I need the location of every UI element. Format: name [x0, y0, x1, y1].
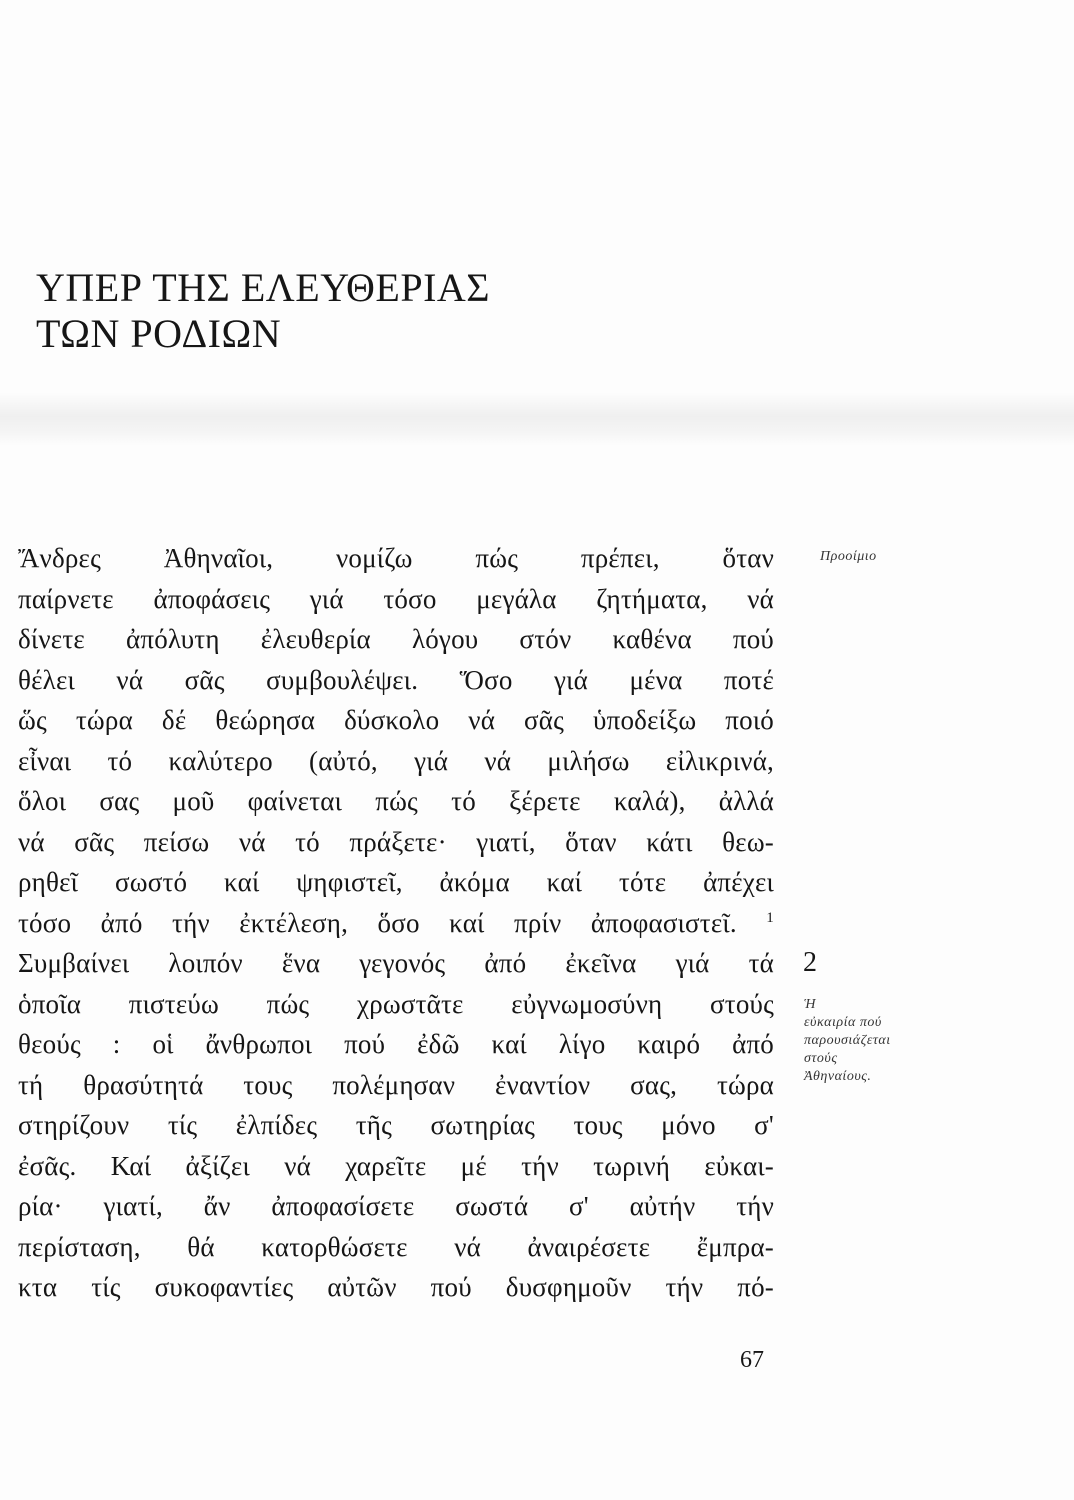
- chapter-title-line: ΥΠΕΡ ΤΗΣ ΕΛΕΥΘΕΡΙΑΣ: [36, 265, 491, 310]
- margin-note-prooimio: Προοίμιο: [820, 549, 877, 564]
- text-line: παίρνετε ἀποφάσεις γιά τόσο μεγάλα ζητήματα, νά: [18, 583, 774, 614]
- text-line: Ἄνδρες Ἀθηναῖοι, νομίζω πώς πρέπει, ὅταν: [18, 543, 774, 573]
- text-line: ὥς τώρα δέ θεώρησα δύσκολο νά σᾶς ὑποδείξω ποιό: [18, 705, 774, 735]
- text-line: τή θρασύτητά τους πολέμησαν ἐναντίον σας, τώρα: [18, 1069, 774, 1100]
- text-line: ρία· γιατί, ἄν ἀποφασίσετε σωστά σ' αὐτήν τήν: [18, 1191, 774, 1221]
- text-line: Συμβαίνει λοιπόν ἕνα γεγονός ἀπό ἐκεῖνα γιά τά: [18, 948, 774, 978]
- margin-note-line: Ἀθηναίους.: [804, 1069, 872, 1084]
- text-line: θέλει νά σᾶς συμβουλέψει. Ὅσο γιά μένα ποτέ: [18, 664, 774, 695]
- margin-note-section-2: [804, 996, 954, 1086]
- margin-note-line: εὐκαιρία πού: [804, 1015, 882, 1030]
- text-line: ὁποῖα πιστεύω πώς χρωστᾶτε εὐγνωμοσύνη στούς: [18, 988, 774, 1019]
- text-line: περίσταση, θά κατορθώσετε νά ἀναιρέσετε ἔμπρα-: [18, 1231, 774, 1262]
- text-line: δίνετε ἀπόλυτη ἐλευθερία λόγου στόν καθένα πού: [18, 624, 774, 654]
- chapter-title: [36, 265, 490, 357]
- text-line: νά σᾶς πείσω νά τό πράξετε· γιατί, ὅταν κάτι θεω-: [18, 826, 774, 857]
- text-line: εἶναι τό καλύτερο (αὐτό, γιά νά μιλήσω εἰλικρινά,: [18, 745, 774, 776]
- margin-note-line: παρουσιάζεται: [804, 1033, 891, 1048]
- text-line: θεούς : οἱ ἄνθρωποι πού ἐδῶ καί λίγο καιρό ἀπό: [18, 1029, 774, 1059]
- chapter-title-line: ΤΩΝ ΡΟΔΙΩΝ: [36, 311, 282, 356]
- text-line: τόσο ἀπό τήν ἐκτέλεση, ὅσο καί πρίν ἀποφασιστεῖ.: [18, 907, 737, 938]
- text-line: ὅλοι σας μοῦ φαίνεται πώς τό ξέρετε καλά), ἀλλά: [18, 786, 774, 816]
- text-line: ἐσᾶς. Καί ἀξίζει νά χαρεῖτε μέ τήν τωρινή εὐκαι-: [18, 1150, 774, 1181]
- text-line-with-footnote: [18, 903, 774, 944]
- page-number: 67: [740, 1347, 764, 1373]
- text-line: ρηθεῖ σωστό καί ψηφιστεῖ, ἀκόμα καί τότε ἀπέχει: [18, 867, 774, 897]
- show-through-band: [0, 392, 1074, 446]
- margin-note-line: στούς: [804, 1051, 838, 1066]
- text-line: στηρίζουν τίς ἐλπίδες τῆς σωτηρίας τους μόνο σ': [18, 1110, 774, 1140]
- margin-note-line: Ἡ: [804, 997, 816, 1012]
- footnote-marker: 1: [766, 909, 774, 926]
- section-number: 2: [803, 947, 817, 978]
- text-line: κτα τίς συκοφαντίες αὐτῶν πού δυσφημοῦν τήν πό-: [18, 1272, 774, 1302]
- body-text: [18, 538, 774, 1308]
